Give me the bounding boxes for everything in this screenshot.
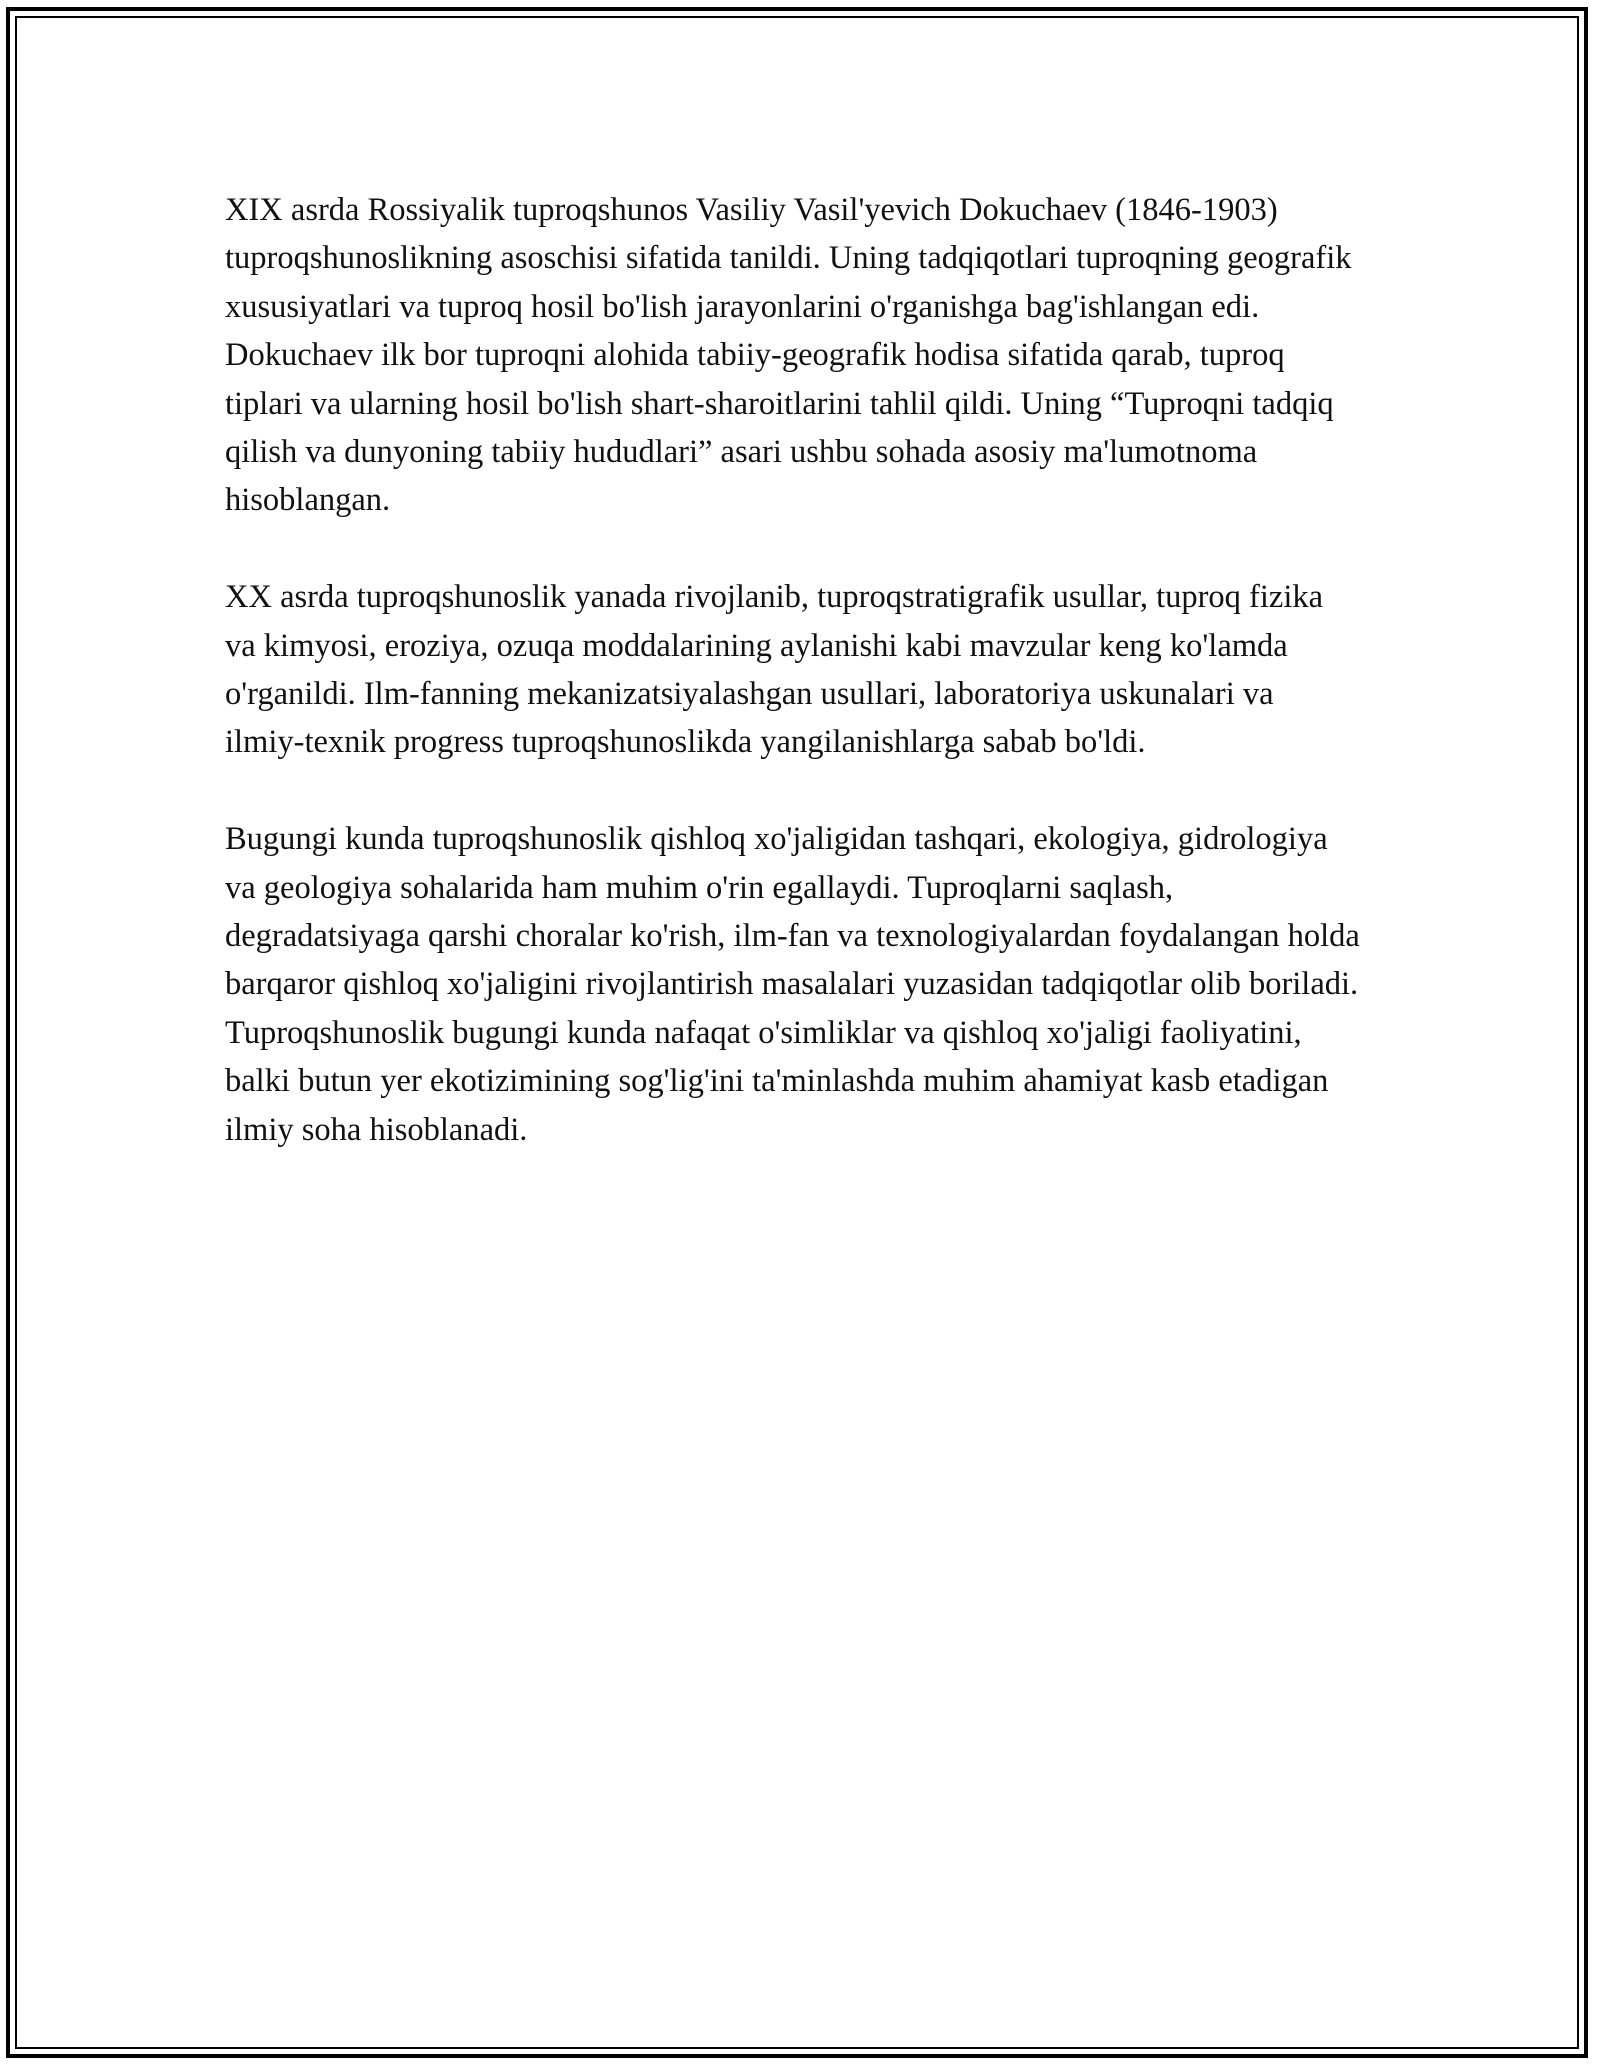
paragraph-dokuchaev: XIX asrda Rossiyalik tuproqshunos Vasiliy Vasil'yevich Dokuchaev (1846-1903) tuproqshunoslikning asoschisi sifatida tanildi. Uning tadqiqotlari tuproqning geografik xususiyatlari va tuproq hosil bo'lish jarayonlarini o'rganishga bag'ishlangan edi. Dokuchaev ilk bor tuproqni alohida tabiiy-geografik hodisa sifatida qarab, tuproq tiplari va ularning hosil bo'lish shart-sharoitlarini tahlil qildi. Uning “Tuproqni tadqiq qilish va dunyoning tabiiy hududlari” asari ushbu sohada asosiy ma'lumotnoma hisoblangan. <box>225 192 1352 519</box>
document-body <box>225 186 1360 1154</box>
paragraph-today: Bugungi kunda tuproqshunoslik qishloq xo'jaligidan tashqari, ekologiya, gidrologiya va geologiya sohalarida ham muhim o'rin egallaydi. Tuproqlarni saqlash, degradatsiyaga qarshi choralar ko'rish, ilm-fan va texnologiyalardan foydalangan holda barqaror qishloq xo'jaligini rivojlantirish masalalari yuzasidan tadqiqotlar olib boriladi. Tuproqshunoslik bugungi kunda nafaqat o'simliklar va qishloq xo'jaligi faoliyatini, balki butun yer ekotizimining sog'lig'ini ta'minlashda muhim ahamiyat kasb etadigan ilmiy soha hisoblanadi. <box>225 821 1360 1148</box>
paragraph-xx-century: XX asrda tuproqshunoslik yanada rivojlanib, tuproqstratigrafik usullar, tuproq fizika va kimyosi, eroziya, ozuqa moddalarining aylanishi kabi mavzular keng ko'lamda o'rganildi. Ilm-fanning mekanizatsiyalashgan usullari, laboratoriya uskunalari va ilmiy-texnik progress tuproqshunoslikda yangilanishlarga sabab bo'ldi. <box>225 579 1324 761</box>
